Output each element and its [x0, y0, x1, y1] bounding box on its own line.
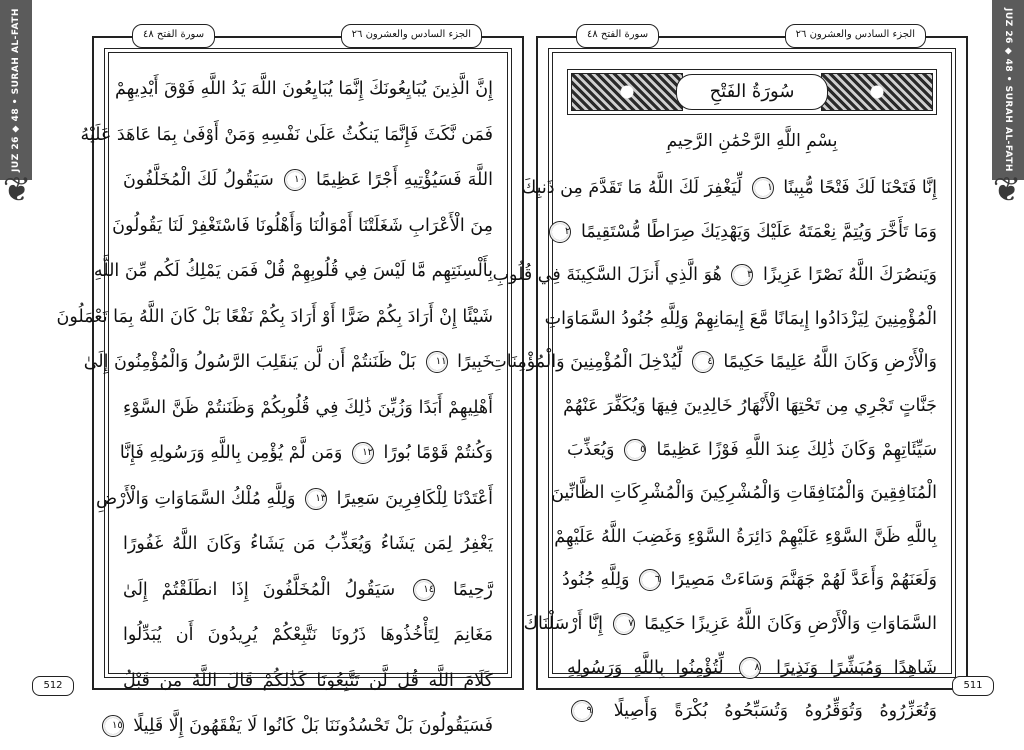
ayah-number-marker: ١٥ [102, 715, 124, 737]
ayah-number-marker: ١١ [426, 351, 448, 373]
surah-banner [567, 69, 937, 115]
verse-text: رَّحِيمًا [452, 579, 493, 600]
verse-line [567, 690, 937, 734]
verse-text: لِّيَغْفِرَ لَكَ اللَّهُ مَا تَقَدَّمَ مِن ذَنبِكَ [521, 178, 743, 198]
verse-line [554, 516, 937, 560]
surah-title: سُورَةُ الفَتْحِ [676, 74, 828, 110]
verse-line [111, 704, 493, 750]
verse-text: أَعْتَدْنَا لِلْكَافِرِينَ سَعِيرًا [336, 488, 493, 509]
ayah-number-marker: ٩ [571, 700, 593, 722]
verse-text: بَلْ ظَنَنتُمْ أَن لَّن يَنقَلِبَ الرَّسُولُ وَالْمُؤْمِنُونَ إِلَىٰ [83, 352, 416, 372]
ayah-number-marker: ١ [752, 177, 774, 199]
verse-text: وَالْأَرْضِ وَكَانَ اللَّهُ عَلِيمًا حَكِيمًا [723, 352, 937, 373]
page-frame [56, 48, 512, 736]
ornament-icon: ❦ [992, 170, 1022, 210]
verse-text: مِنَ الْأَعْرَابِ شَغَلَتْنَا أَمْوَالُنَا وَأَهْلُونَا فَاسْتَغْفِرْ لَنَا يَقُولُونَ [112, 215, 493, 236]
page-number: 512 [32, 676, 74, 696]
verse-line [123, 386, 493, 432]
ayah-number-marker: ٨ [739, 657, 761, 679]
verse-line [123, 568, 493, 614]
verse-text: إِنَّا فَتَحْنَا لَكَ فَتْحًا مُّبِينًا [783, 178, 937, 198]
basmala: بِسْمِ اللَّهِ الرَّحْمَٰنِ الرَّحِيمِ [666, 131, 838, 151]
ayah-number-marker: ٢ [549, 221, 571, 243]
ayah-number-marker: ٥ [624, 439, 646, 461]
juz-side-tab-right [992, 0, 1024, 180]
verse-line [544, 298, 937, 342]
left-page [56, 29, 524, 736]
ayah-number-marker: ٧ [613, 613, 635, 635]
verse-line [93, 249, 493, 295]
verse-line [523, 603, 937, 647]
header-surah: سورة الفتح ٤٨ [132, 24, 215, 48]
verse-text: يَغْفِرُ لِمَن يَشَاءُ وَيُعَذِّبُ مَن يَشَاءُ وَكَانَ اللَّهُ غَفُورًا [123, 534, 493, 554]
banner-ornament [571, 73, 683, 111]
verse-line [492, 254, 937, 298]
header-juz: الجزء السادس والعشرون ٢٦ [341, 24, 482, 48]
verse-text: وَمَن لَّمْ يُؤْمِن بِاللَّهِ وَرَسُولِهِ فَإِنَّا [119, 443, 343, 463]
verse-text: وَيَنصُرَكَ اللَّهُ نَصْرًا عَزِيزًا [763, 265, 937, 286]
verse-line [562, 559, 937, 603]
page-frame [490, 48, 956, 722]
right-page [490, 29, 968, 722]
verse-text: شَيْئًا إِنْ أَرَادَ بِكُمْ ضَرًّا أَوْ أَرَادَ بِكُمْ نَفْعًا بَلْ كَانَ اللَّهُ بِمَا تَعْمَلُونَ [56, 306, 493, 327]
verse-text: بِاللَّهِ ظَنَّ السَّوْءِ عَلَيْهِمْ دَائِرَةُ السَّوْءِ وَغَضِبَ اللَّهُ عَلَيْهِمْ [554, 526, 937, 547]
verse-text: مَغَانِمَ لِتَأْخُذُوهَا ذَرُونَا نَتَّبِعْكُمْ يُرِيدُونَ أَن يُبَدِّلُوا [123, 625, 493, 645]
verse-line [123, 613, 493, 659]
verse-text: هُوَ الَّذِي أَنزَلَ السَّكِينَةَ فِي قُلُوبِ [492, 265, 722, 286]
verse-line [490, 341, 937, 385]
verse-text: لِّيُدْخِلَ الْمُؤْمِنِينَ وَالْمُؤْمِنَاتِ [490, 352, 683, 373]
verse-line [95, 477, 493, 523]
verse-text: بِأَلْسِنَتِهِم مَّا لَيْسَ فِي قُلُوبِهِمْ قُلْ فَمَن يَمْلِكُ لَكُم مِّنَ اللَّهِ [93, 261, 493, 281]
verse-lines [56, 67, 493, 750]
verse-lines [490, 167, 937, 734]
ayah-number-marker: ٤ [692, 351, 714, 373]
verse-text: وَيُعَذِّبَ [567, 439, 615, 460]
verse-text: فَسَيَقُولُونَ بَلْ تَحْسُدُونَنَا بَلْ كَانُوا لَا يَفْقَهُونَ إِلَّا قَلِيلًا [133, 716, 493, 736]
verse-text: إِنَّ الَّذِينَ يُبَايِعُونَكَ إِنَّمَا يُبَايِعُونَ اللَّهَ يَدُ اللَّهِ فَوْقَ أَيْدِيهِمْ [115, 79, 493, 99]
verse-text: شَاهِدًا وَمُبَشِّرًا وَنَذِيرًا [776, 657, 937, 678]
verse-text: اللَّهَ فَسَيُؤْتِيهِ أَجْرًا عَظِيمًا [315, 170, 493, 190]
verse-line [115, 67, 493, 113]
banner-ornament [821, 73, 933, 111]
verse-text: السَّمَاوَاتِ وَالْأَرْضِ وَكَانَ اللَّهُ عَزِيزًا حَكِيمًا [644, 613, 937, 634]
verse-line [80, 113, 493, 159]
verse-text: كَلَامَ اللَّهِ قُل لَّن تَتَّبِعُونَا كَذَٰلِكُمْ قَالَ اللَّهُ مِن قَبْلُ [123, 670, 493, 691]
verse-text: وَتُعَزِّرُوهُ وَتُوَقِّرُوهُ وَتُسَبِّحُوهُ بُكْرَةً وَأَصِيلًا [613, 701, 937, 722]
verse-line [521, 167, 937, 211]
verse-text: وَكُنتُمْ قَوْمًا بُورًا [383, 443, 493, 463]
verse-line [112, 204, 493, 250]
verse-text: سَيَقُولُ لَكَ الْمُخَلَّفُونَ [123, 170, 274, 190]
ayah-number-marker: ٦ [639, 569, 661, 591]
verse-text: سَيَقُولُ الْمُخَلَّفُونَ إِذَا انطَلَقْتُمْ إِلَىٰ [123, 579, 396, 600]
verse-line [551, 472, 937, 516]
verse-line [567, 647, 937, 691]
verse-text: إِنَّا أَرْسَلْنَاكَ [523, 613, 604, 634]
side-tab-label: JUZ 26 ◆ 48 • SURAH AL-FATH [1003, 8, 1013, 172]
verse-text: وَمَا تَأَخَّرَ وَيُتِمَّ نِعْمَتَهُ عَلَيْكَ وَيَهْدِيَكَ صِرَاطًا مُّسْتَقِيمًا [580, 221, 937, 242]
verse-text: وَلَعَنَهُمْ وَأَعَدَّ لَهُمْ جَهَنَّمَ وَسَاءَتْ مَصِيرًا [670, 570, 937, 591]
ayah-number-marker: ١٤ [413, 579, 435, 601]
verse-text: وَلِلَّهِ مُلْكُ السَّمَاوَاتِ وَالْأَرْضِ [95, 488, 296, 509]
verse-line [123, 659, 493, 705]
ayah-number-marker: ١٣ [305, 488, 327, 510]
side-tab-label: JUZ 26 ◆ 48 • SURAH AL-FATH [11, 8, 21, 172]
ayah-number-marker: ١٠ [284, 169, 306, 191]
verse-text: الْمُؤْمِنِينَ لِيَزْدَادُوا إِيمَانًا مَّعَ إِيمَانِهِمْ وَلِلَّهِ جُنُودُ السَّمَاوَاتِ [544, 308, 937, 329]
verse-line [123, 522, 493, 568]
header-surah: سورة الفتح ٤٨ [576, 24, 659, 48]
verse-line [83, 340, 493, 386]
juz-side-tab-left [0, 0, 32, 180]
verse-line [123, 158, 493, 204]
verse-text: الْمُنَافِقِينَ وَالْمُنَافِقَاتِ وَالْمُشْرِكِينَ وَالْمُشْرِكَاتِ الظَّانِّينَ [551, 483, 937, 504]
page-number: 511 [952, 676, 994, 696]
verse-line [563, 385, 937, 429]
verse-line [567, 429, 937, 473]
verse-text: أَهْلِيهِمْ أَبَدًا وَزُيِّنَ ذَٰلِكَ فِي قُلُوبِكُمْ وَظَنَنتُمْ ظَنَّ السَّوْءِ [123, 397, 493, 418]
verse-text: وَلِلَّهِ جُنُودُ [562, 570, 630, 591]
ayah-number-marker: ١٢ [352, 442, 374, 464]
verse-text: خَبِيرًا [457, 352, 493, 372]
ornament-icon: ❦ [2, 170, 32, 210]
verse-line [119, 431, 493, 477]
verse-line [564, 211, 937, 255]
verse-line [56, 295, 493, 341]
verse-text: جَنَّاتٍ تَجْرِي مِن تَحْتِهَا الْأَنْهَارُ خَالِدِينَ فِيهَا وَيُكَفِّرَ عَنْهُمْ [563, 395, 937, 416]
ayah-number-marker: ٣ [731, 264, 753, 286]
verse-text: لِّتُؤْمِنُوا بِاللَّهِ وَرَسُولِهِ [567, 657, 724, 678]
verse-text: سَيِّئَاتِهِمْ وَكَانَ ذَٰلِكَ عِندَ اللَّهِ فَوْزًا عَظِيمًا [656, 439, 937, 460]
header-juz: الجزء السادس والعشرون ٢٦ [785, 24, 926, 48]
verse-text: فَمَن نَّكَثَ فَإِنَّمَا يَنكُثُ عَلَىٰ نَفْسِهِ وَمَنْ أَوْفَىٰ بِمَا عَاهَدَ عَلَيْهُ [80, 124, 493, 145]
